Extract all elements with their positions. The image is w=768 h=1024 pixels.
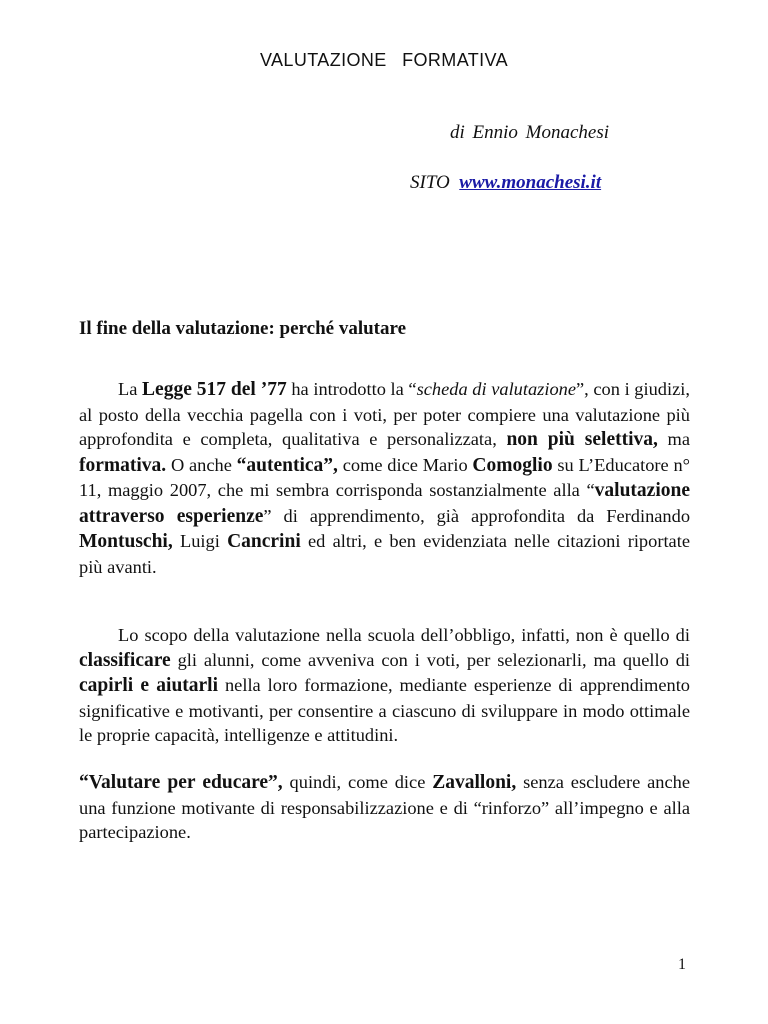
site-line <box>410 172 601 194</box>
paragraph-3: “Valutare per educare”, quindi, come dice Zavalloni, senza escludere anche una funzione motivante di responsabilizzazione e di “rinforzo” all’impegno e alla partecipazione. <box>79 772 690 842</box>
site-link[interactable]: www.monachesi.it <box>459 172 602 193</box>
author-line: di Ennio Monachesi <box>450 122 610 143</box>
paragraph-2: Lo scopo della valutazione nella scuola dell’obbligo, infatti, non è quello di classificare gli alunni, come avveniva con i voti, per selezionarli, ma quello di capirli e aiutarli nella loro formazione, mediante esperienze di apprendimento significative e motivanti, per consentire a ciascuno di sviluppare in modo ottimale le proprie capacità, intelligenze e attitudini. <box>79 625 691 745</box>
document-title: VALUTAZIONE FORMATIVA <box>259 50 509 70</box>
paragraph-1: La Legge 517 del ’77 ha introdotto la “scheda di valutazione”, con i giudizi, al posto della vecchia pagella con i voti, per poter compiere una valutazione più approfondita e completa, qualitativa e personalizzata, non più selettiva, ma formativa. O anche “autentica”, come dice Mario Comoglio su L’Educatore n° 11, maggio 2007, che mi sembra corrisponda sostanzialmente alla “valutazione attraverso esperienze” di apprendimento, già approfondita da Ferdinando Montuschi, Luigi Cancrini ed altri, e ben evidenziata nelle citazioni riportate più avanti. <box>79 379 691 577</box>
page-number: 1 <box>678 956 686 973</box>
site-label: SITO <box>410 172 450 193</box>
emphasis-legge: Legge 517 del ’77 <box>142 379 287 400</box>
emphasis-scheda: scheda di valutazione <box>416 379 576 399</box>
section-heading: Il fine della valutazione: perché valutare <box>79 318 407 339</box>
